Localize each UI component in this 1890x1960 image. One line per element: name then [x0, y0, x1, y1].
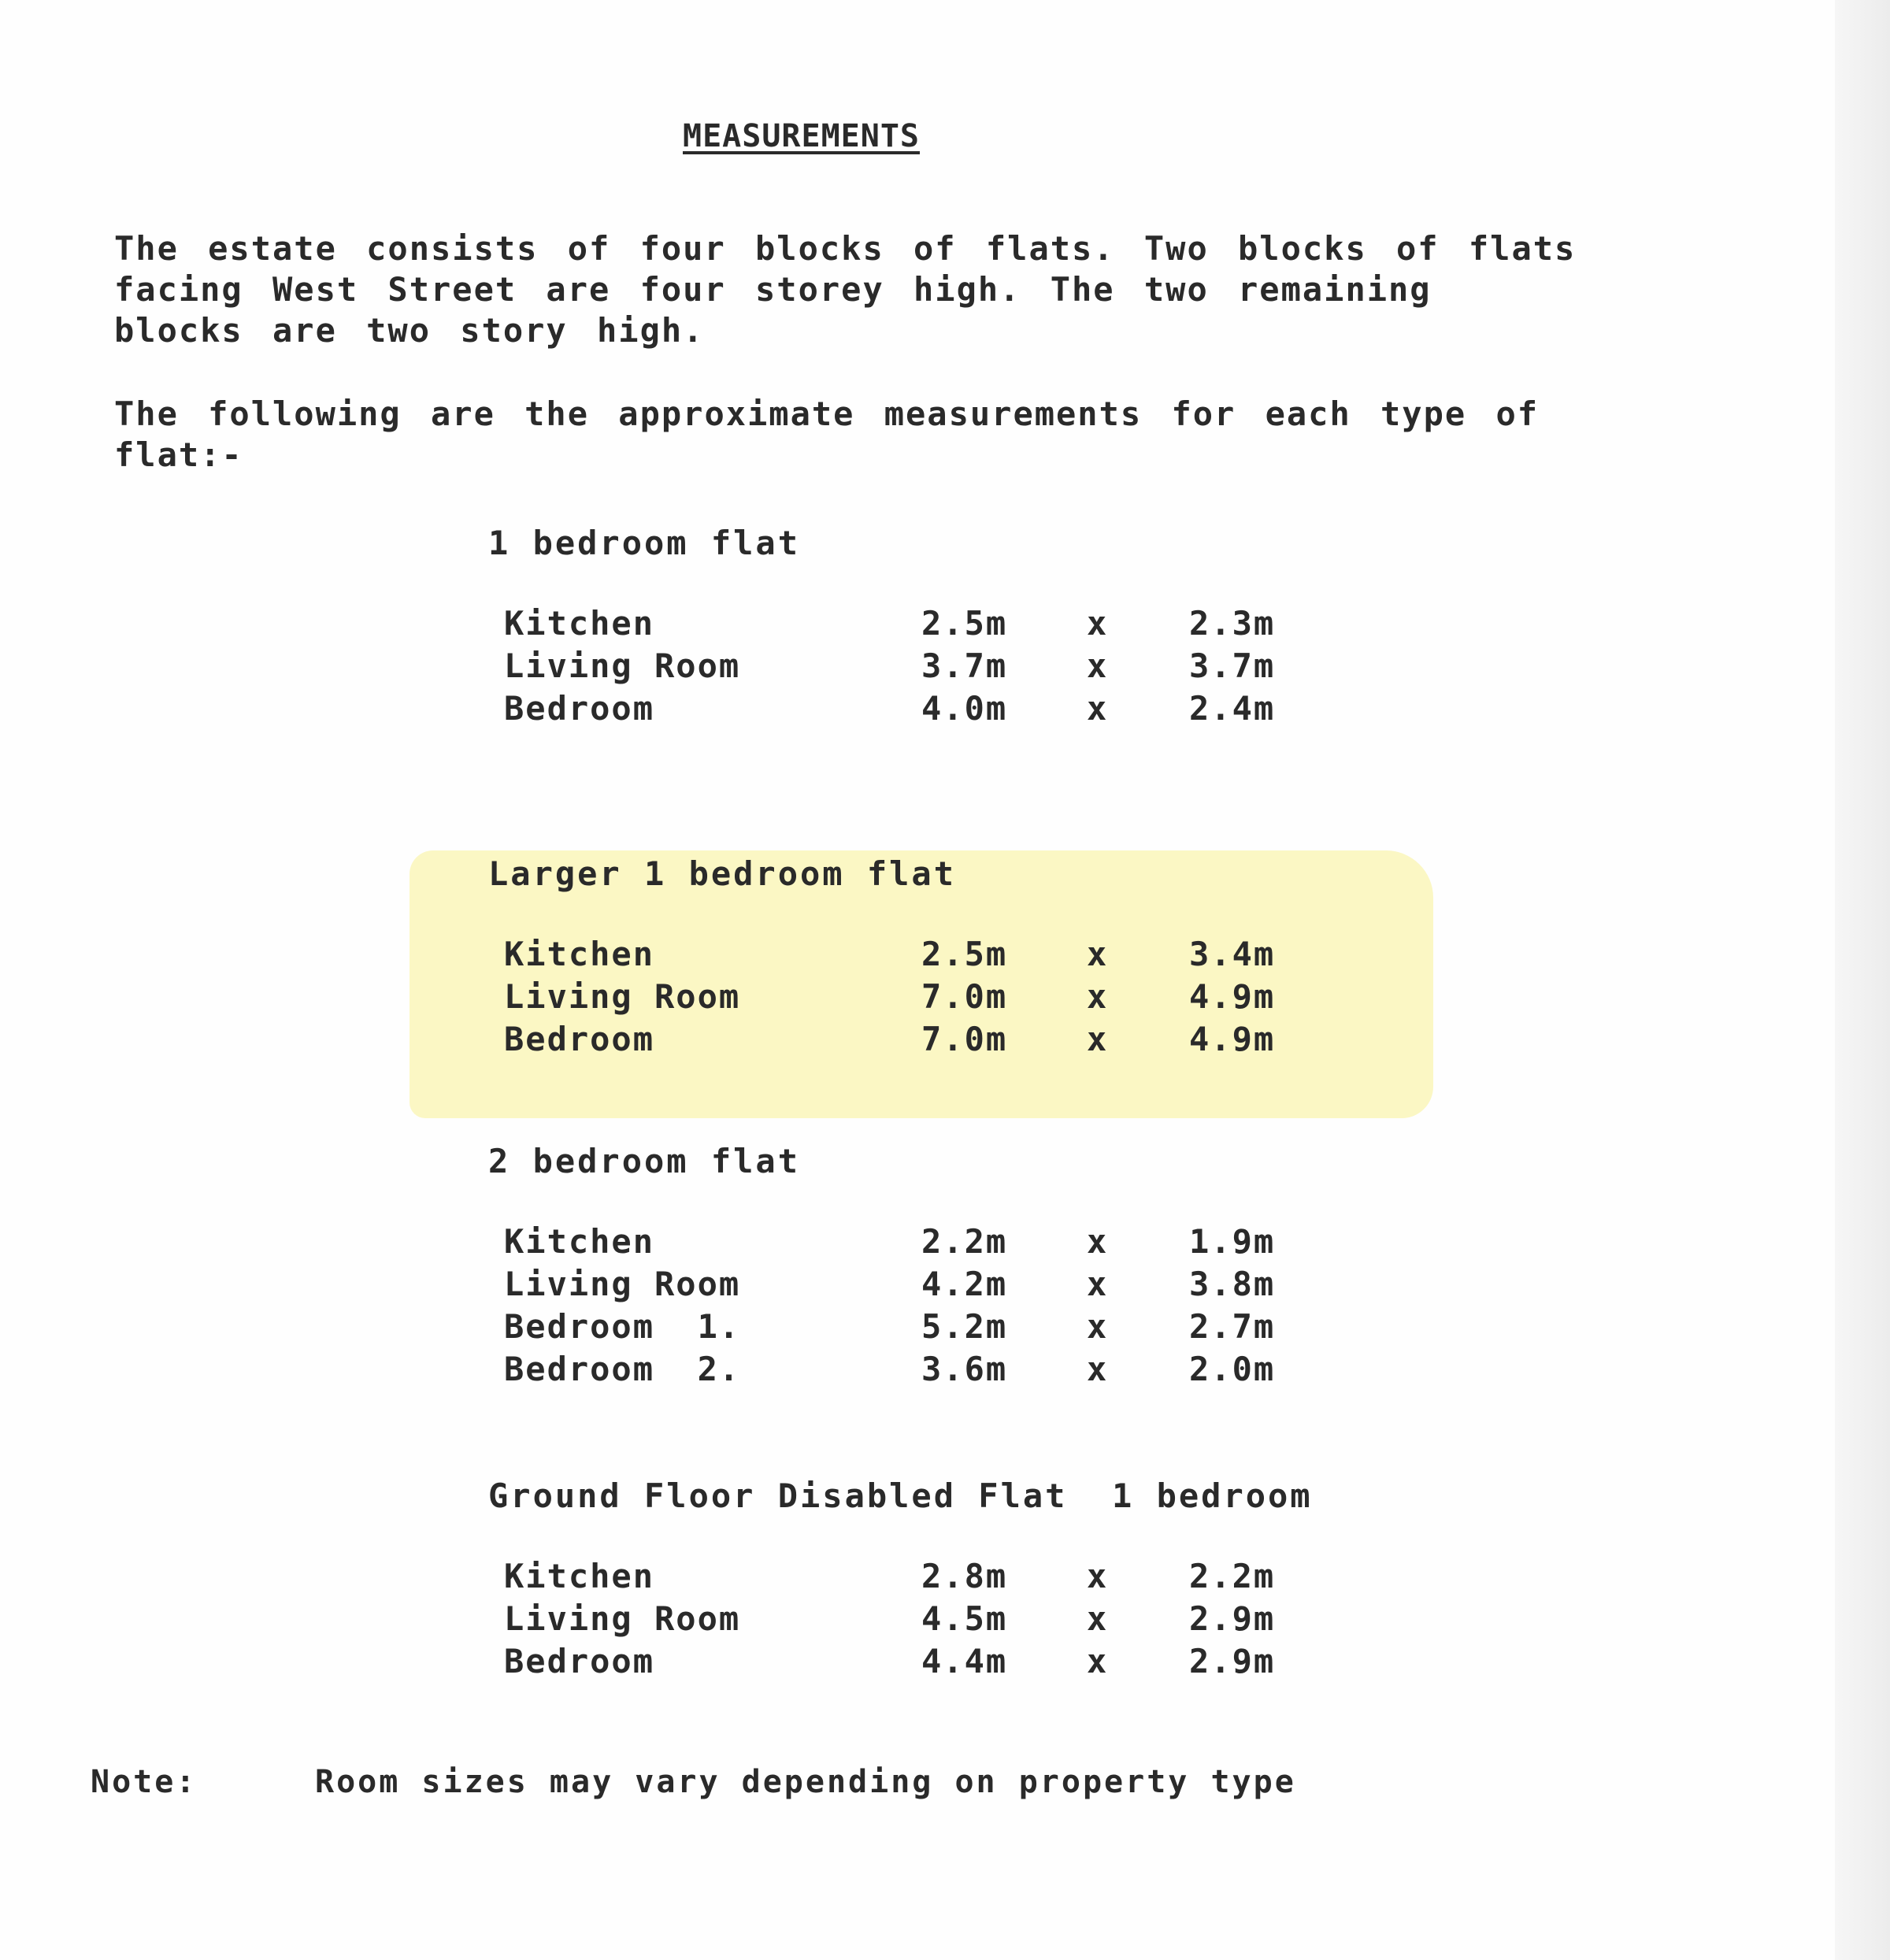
times-sign: x	[1087, 689, 1109, 728]
section-heading: 2 bedroom flat	[488, 1142, 801, 1180]
table-row	[488, 1020, 1276, 1062]
table-row	[488, 1642, 1313, 1684]
room-width: 2.4m	[1189, 689, 1276, 728]
times-sign: x	[1087, 935, 1109, 973]
room-name: Kitchen	[504, 604, 655, 643]
intro-paragraph: The estate consists of four blocks of flats. Two blocks of flats facing West Street are four storey high. The two remaining blocks are two story high.	[114, 229, 1577, 350]
room-name: Kitchen	[504, 935, 655, 973]
room-length: 4.5m	[921, 1599, 1008, 1638]
room-length: 2.2m	[921, 1222, 1008, 1261]
room-length: 3.6m	[921, 1350, 1008, 1388]
room-length: 7.0m	[921, 977, 1008, 1016]
times-sign: x	[1087, 1020, 1109, 1058]
room-name: Bedroom	[504, 1642, 655, 1680]
times-sign: x	[1087, 1222, 1109, 1261]
room-length: 2.5m	[921, 604, 1008, 643]
times-sign: x	[1087, 1350, 1109, 1388]
times-sign: x	[1087, 1307, 1109, 1346]
measurement-table	[488, 1557, 1313, 1684]
times-sign: x	[1087, 1557, 1109, 1595]
room-length: 3.7m	[921, 647, 1008, 685]
room-width: 3.4m	[1189, 935, 1276, 973]
room-width: 2.0m	[1189, 1350, 1276, 1388]
table-row	[488, 935, 1276, 977]
section-1-bedroom-flat	[488, 524, 1276, 732]
room-length: 4.0m	[921, 689, 1008, 728]
room-name: Living Room	[504, 977, 741, 1016]
table-row	[488, 647, 1276, 689]
section-heading: Larger 1 bedroom flat	[488, 854, 957, 893]
note-text: Room sizes may vary depending on property type	[315, 1764, 1296, 1800]
room-name: Kitchen	[504, 1222, 655, 1261]
times-sign: x	[1087, 604, 1109, 643]
times-sign: x	[1087, 1265, 1109, 1303]
table-row	[488, 689, 1276, 732]
page-title: MEASUREMENTS	[683, 118, 920, 154]
measurement-table	[488, 935, 1276, 1062]
table-row	[488, 1222, 1276, 1265]
section-heading: Ground Floor Disabled Flat 1 bedroom	[488, 1476, 1313, 1515]
room-name: Kitchen	[504, 1557, 655, 1595]
room-name: Living Room	[504, 647, 741, 685]
measurement-table	[488, 604, 1276, 732]
section-larger-1-bedroom-flat	[488, 854, 1276, 1062]
room-length: 5.2m	[921, 1307, 1008, 1346]
table-row	[488, 1307, 1276, 1350]
room-length: 2.5m	[921, 935, 1008, 973]
room-length: 4.2m	[921, 1265, 1008, 1303]
table-row	[488, 1350, 1276, 1392]
room-name: Living Room	[504, 1265, 741, 1303]
room-width: 2.9m	[1189, 1599, 1276, 1638]
times-sign: x	[1087, 1642, 1109, 1680]
room-name: Bedroom	[504, 1020, 655, 1058]
table-row	[488, 1265, 1276, 1307]
section-2-bedroom-flat	[488, 1142, 1276, 1392]
room-length: 7.0m	[921, 1020, 1008, 1058]
room-width: 2.7m	[1189, 1307, 1276, 1346]
table-row	[488, 604, 1276, 647]
room-width: 1.9m	[1189, 1222, 1276, 1261]
times-sign: x	[1087, 977, 1109, 1016]
times-sign: x	[1087, 1599, 1109, 1638]
room-name: Living Room	[504, 1599, 741, 1638]
room-width: 3.8m	[1189, 1265, 1276, 1303]
room-length: 2.8m	[921, 1557, 1008, 1595]
section-ground-floor-disabled-flat	[488, 1476, 1313, 1684]
section-heading: 1 bedroom flat	[488, 524, 801, 562]
note-label: Note:	[91, 1764, 198, 1800]
room-width: 4.9m	[1189, 977, 1276, 1016]
measurements-intro: The following are the approximate measurements for each type of flat:-	[114, 395, 1540, 474]
measurement-table	[488, 1222, 1276, 1392]
room-width: 2.9m	[1189, 1642, 1276, 1680]
scan-edge	[1835, 0, 1890, 1960]
room-width: 3.7m	[1189, 647, 1276, 685]
table-row	[488, 1557, 1313, 1599]
room-name: Bedroom	[504, 689, 655, 728]
room-length: 4.4m	[921, 1642, 1008, 1680]
room-width: 4.9m	[1189, 1020, 1276, 1058]
footnote	[91, 1764, 1296, 1800]
table-row	[488, 1599, 1313, 1642]
table-row	[488, 977, 1276, 1020]
times-sign: x	[1087, 647, 1109, 685]
room-name: Bedroom 2.	[504, 1350, 741, 1388]
room-name: Bedroom 1.	[504, 1307, 741, 1346]
room-width: 2.2m	[1189, 1557, 1276, 1595]
room-width: 2.3m	[1189, 604, 1276, 643]
